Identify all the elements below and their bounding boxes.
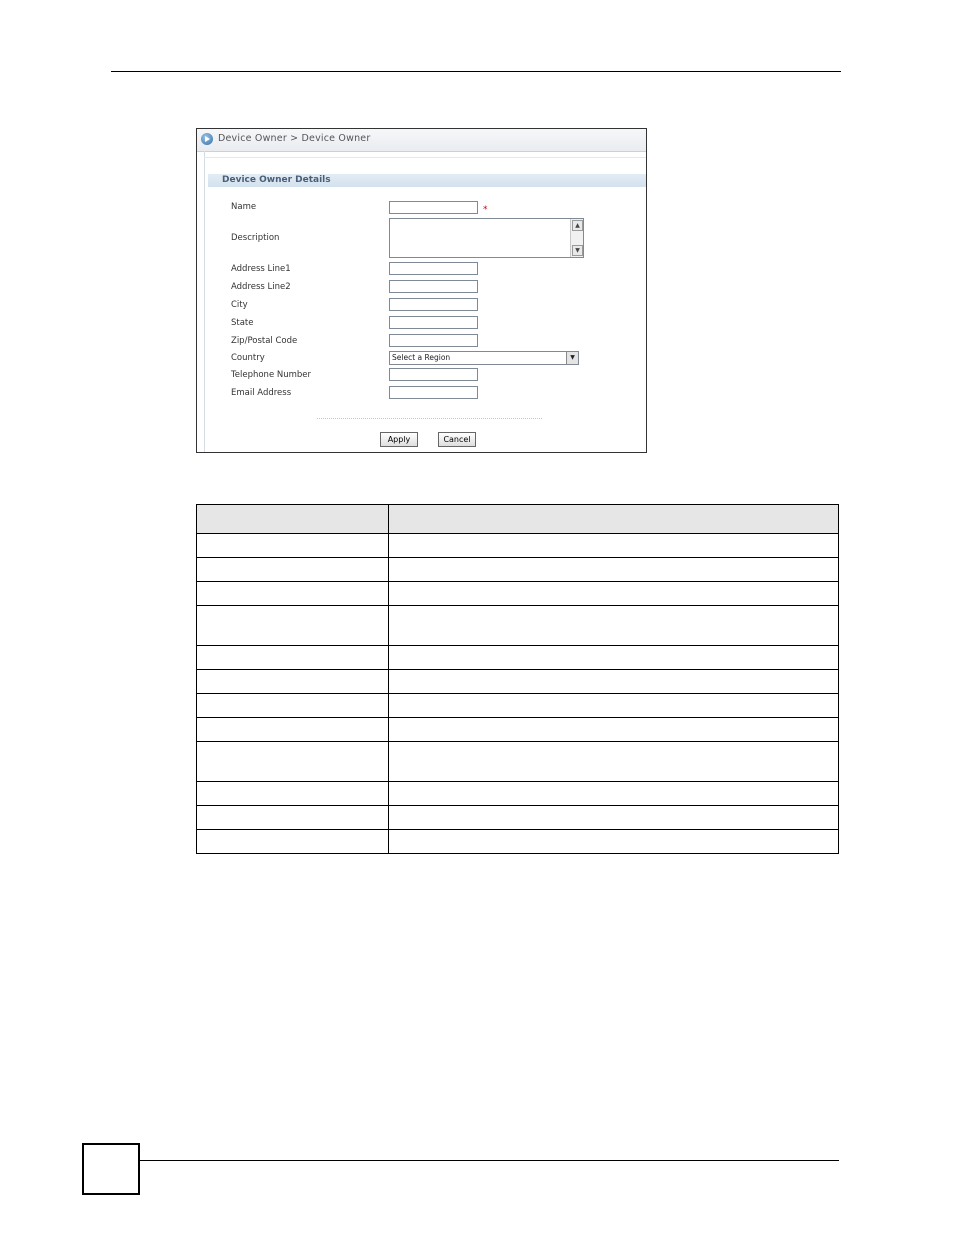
table-row <box>197 558 839 582</box>
name-field[interactable] <box>389 201 478 214</box>
table-cell <box>197 694 389 718</box>
apply-button[interactable]: Apply <box>380 432 418 447</box>
address-line1-label: Address Line1 <box>231 264 291 274</box>
breadcrumb: Device Owner > Device Owner <box>218 133 371 144</box>
table-row <box>197 534 839 558</box>
address-line1-field[interactable] <box>389 262 478 275</box>
field-description-table <box>196 504 839 854</box>
table-cell <box>389 534 839 558</box>
city-field[interactable] <box>389 298 478 311</box>
telephone-field[interactable] <box>389 368 478 381</box>
description-label: Description <box>231 233 280 243</box>
table-cell <box>197 806 389 830</box>
table-header-cell <box>197 505 389 534</box>
table-cell <box>197 582 389 606</box>
table-cell <box>389 694 839 718</box>
form-divider <box>317 418 542 419</box>
description-field[interactable] <box>389 218 584 258</box>
table-cell <box>389 670 839 694</box>
table-cell <box>197 718 389 742</box>
email-label: Email Address <box>231 388 292 398</box>
header-rule <box>111 71 841 72</box>
section-title: Device Owner Details <box>222 175 331 185</box>
zip-field[interactable] <box>389 334 478 347</box>
country-label: Country <box>231 353 265 363</box>
name-label: Name <box>231 202 257 212</box>
required-marker: * <box>483 205 488 215</box>
table-row <box>197 670 839 694</box>
footer-rule <box>140 1160 839 1161</box>
table-row <box>197 694 839 718</box>
table-cell <box>197 830 389 854</box>
content-frame-divider <box>204 157 647 158</box>
table-cell <box>389 742 839 782</box>
email-field[interactable] <box>389 386 478 399</box>
table-cell <box>389 830 839 854</box>
address-line2-label: Address Line2 <box>231 282 291 292</box>
table-cell <box>389 806 839 830</box>
table-cell <box>197 670 389 694</box>
table-header-cell <box>389 505 839 534</box>
table-cell <box>389 582 839 606</box>
table-row <box>197 806 839 830</box>
table-cell <box>197 782 389 806</box>
table-row <box>197 606 839 646</box>
table-row <box>197 782 839 806</box>
content-frame-border <box>204 151 205 453</box>
table-header-row <box>197 505 839 534</box>
table-cell <box>197 742 389 782</box>
table-row <box>197 646 839 670</box>
table-cell <box>197 558 389 582</box>
section-header <box>208 174 647 187</box>
arrow-circle-icon <box>201 133 213 145</box>
table-row <box>197 718 839 742</box>
chevron-down-icon[interactable]: ▼ <box>566 352 578 364</box>
address-line2-field[interactable] <box>389 280 478 293</box>
table-row <box>197 582 839 606</box>
device-owner-screenshot <box>196 128 647 453</box>
breadcrumb-bar <box>197 129 646 152</box>
scroll-down-arrow-icon[interactable]: ▼ <box>572 245 583 256</box>
table-cell <box>389 646 839 670</box>
table-cell <box>389 558 839 582</box>
city-label: City <box>231 300 248 310</box>
table-cell <box>389 718 839 742</box>
table-cell <box>197 646 389 670</box>
scroll-up-arrow-icon[interactable]: ▲ <box>572 220 583 231</box>
country-selected-value: Select a Region <box>392 353 451 362</box>
table-cell <box>389 782 839 806</box>
cancel-button[interactable]: Cancel <box>438 432 476 447</box>
table-row <box>197 830 839 854</box>
table-cell <box>197 534 389 558</box>
zip-label: Zip/Postal Code <box>231 336 298 346</box>
state-field[interactable] <box>389 316 478 329</box>
telephone-label: Telephone Number <box>231 370 312 380</box>
table-cell <box>389 606 839 646</box>
state-label: State <box>231 318 254 328</box>
table-cell <box>197 606 389 646</box>
description-scrollbar[interactable] <box>570 219 583 257</box>
page-number-box <box>82 1143 140 1195</box>
country-select[interactable] <box>389 351 579 365</box>
table-row <box>197 742 839 782</box>
